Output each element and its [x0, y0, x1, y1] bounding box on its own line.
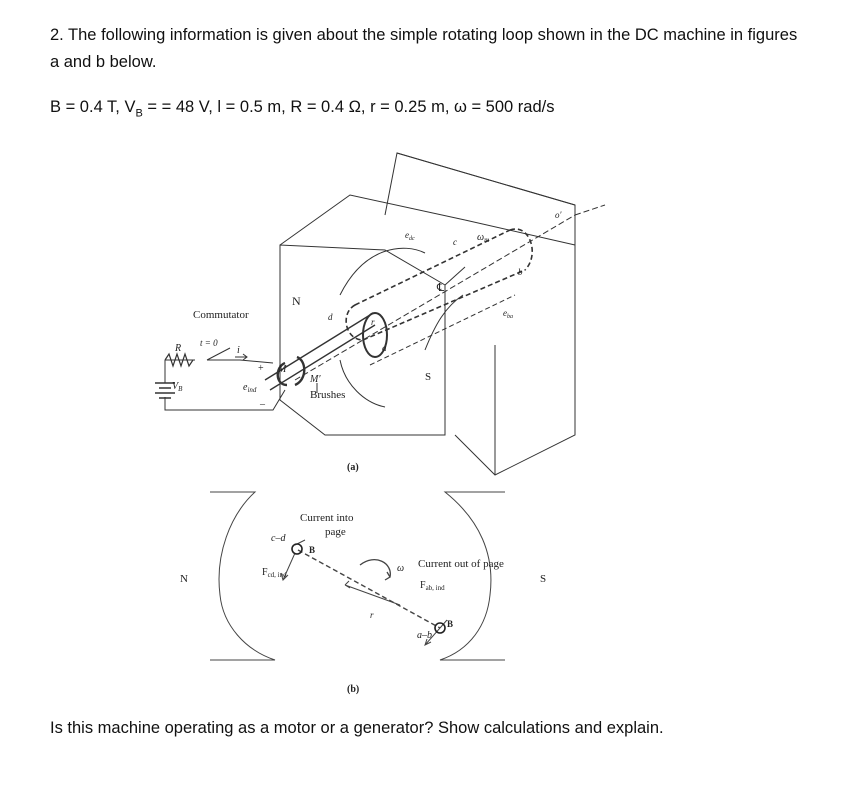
switch-icon [207, 348, 230, 360]
north-label-b: N [180, 573, 188, 585]
omega-arc [360, 560, 390, 580]
eind-label: $e_{ind}$ [243, 382, 257, 394]
question-prompt: Is this machine operating as a motor or a generator? Show calculations and explain. [50, 719, 664, 737]
loop-b-label: b [518, 267, 523, 277]
given-values [50, 98, 554, 119]
question-line-2: a and b below. [50, 53, 157, 71]
north-label-a: N [292, 294, 301, 308]
loop-c-label: c [453, 237, 457, 247]
radius-label-a: r [371, 317, 375, 327]
given-b-v: B = 0.4 T, V [50, 98, 136, 116]
current-into-label: Current into [300, 512, 354, 524]
b-field-label-1: B [309, 545, 316, 555]
resistor-label: R [175, 343, 182, 354]
force-ab-label: $F_{ab, ind}$ [420, 580, 445, 592]
south-pole-face [440, 492, 505, 660]
south-label-a: S [425, 371, 432, 383]
south-pole-block [385, 153, 575, 475]
loop-a-label: a [382, 343, 387, 353]
loop-d-label: d [328, 312, 333, 322]
b-field-label-2: B [447, 619, 454, 629]
m-prime-label: M′ [310, 374, 321, 385]
south-label-b: S [540, 573, 547, 585]
circuit-wires [165, 360, 273, 363]
ab-label: a–b [417, 630, 432, 641]
omega-label-b: ω [397, 563, 405, 574]
o-prime-label: o′ [555, 210, 562, 220]
centerline-label: ℄ [437, 282, 445, 294]
eba-label: $e_{ba}$ [503, 308, 513, 320]
ecd-label: $e_{dc}$ [405, 230, 415, 242]
brushes-label: Brushes [310, 389, 346, 401]
figure-b-caption: (b) [347, 684, 360, 695]
omega-m-label: $\omega_m$ [477, 232, 490, 244]
current-into-conductor [292, 544, 302, 554]
current-out-label: Current out of page [418, 558, 504, 570]
force-cd-label: $F_{cd, ind}$ [262, 567, 287, 579]
t0-label: t = 0 [200, 338, 218, 348]
radius-label-b: r [370, 610, 374, 620]
minus-label: – [260, 399, 265, 410]
page-label: page [325, 526, 346, 538]
given-vb-subscript: B [135, 107, 143, 120]
commutator-label: Commutator [193, 309, 249, 321]
vb-label: $V_B$ [172, 381, 183, 393]
figure-a-caption: (a) [347, 462, 359, 473]
given-rest: = = 48 V, l = 0.5 m, R = 0.4 Ω, r = 0.25 m, ω = 500 rad/s [142, 98, 555, 116]
m-label: M [278, 364, 287, 375]
question-line-1: 2. The following information is given about the simple rotating loop shown in the DC machine in figures [50, 26, 798, 44]
current-label: i [237, 345, 240, 356]
plus-label: + [258, 363, 264, 374]
dc-machine-figure [135, 135, 625, 700]
cd-label: c–d [271, 533, 286, 544]
